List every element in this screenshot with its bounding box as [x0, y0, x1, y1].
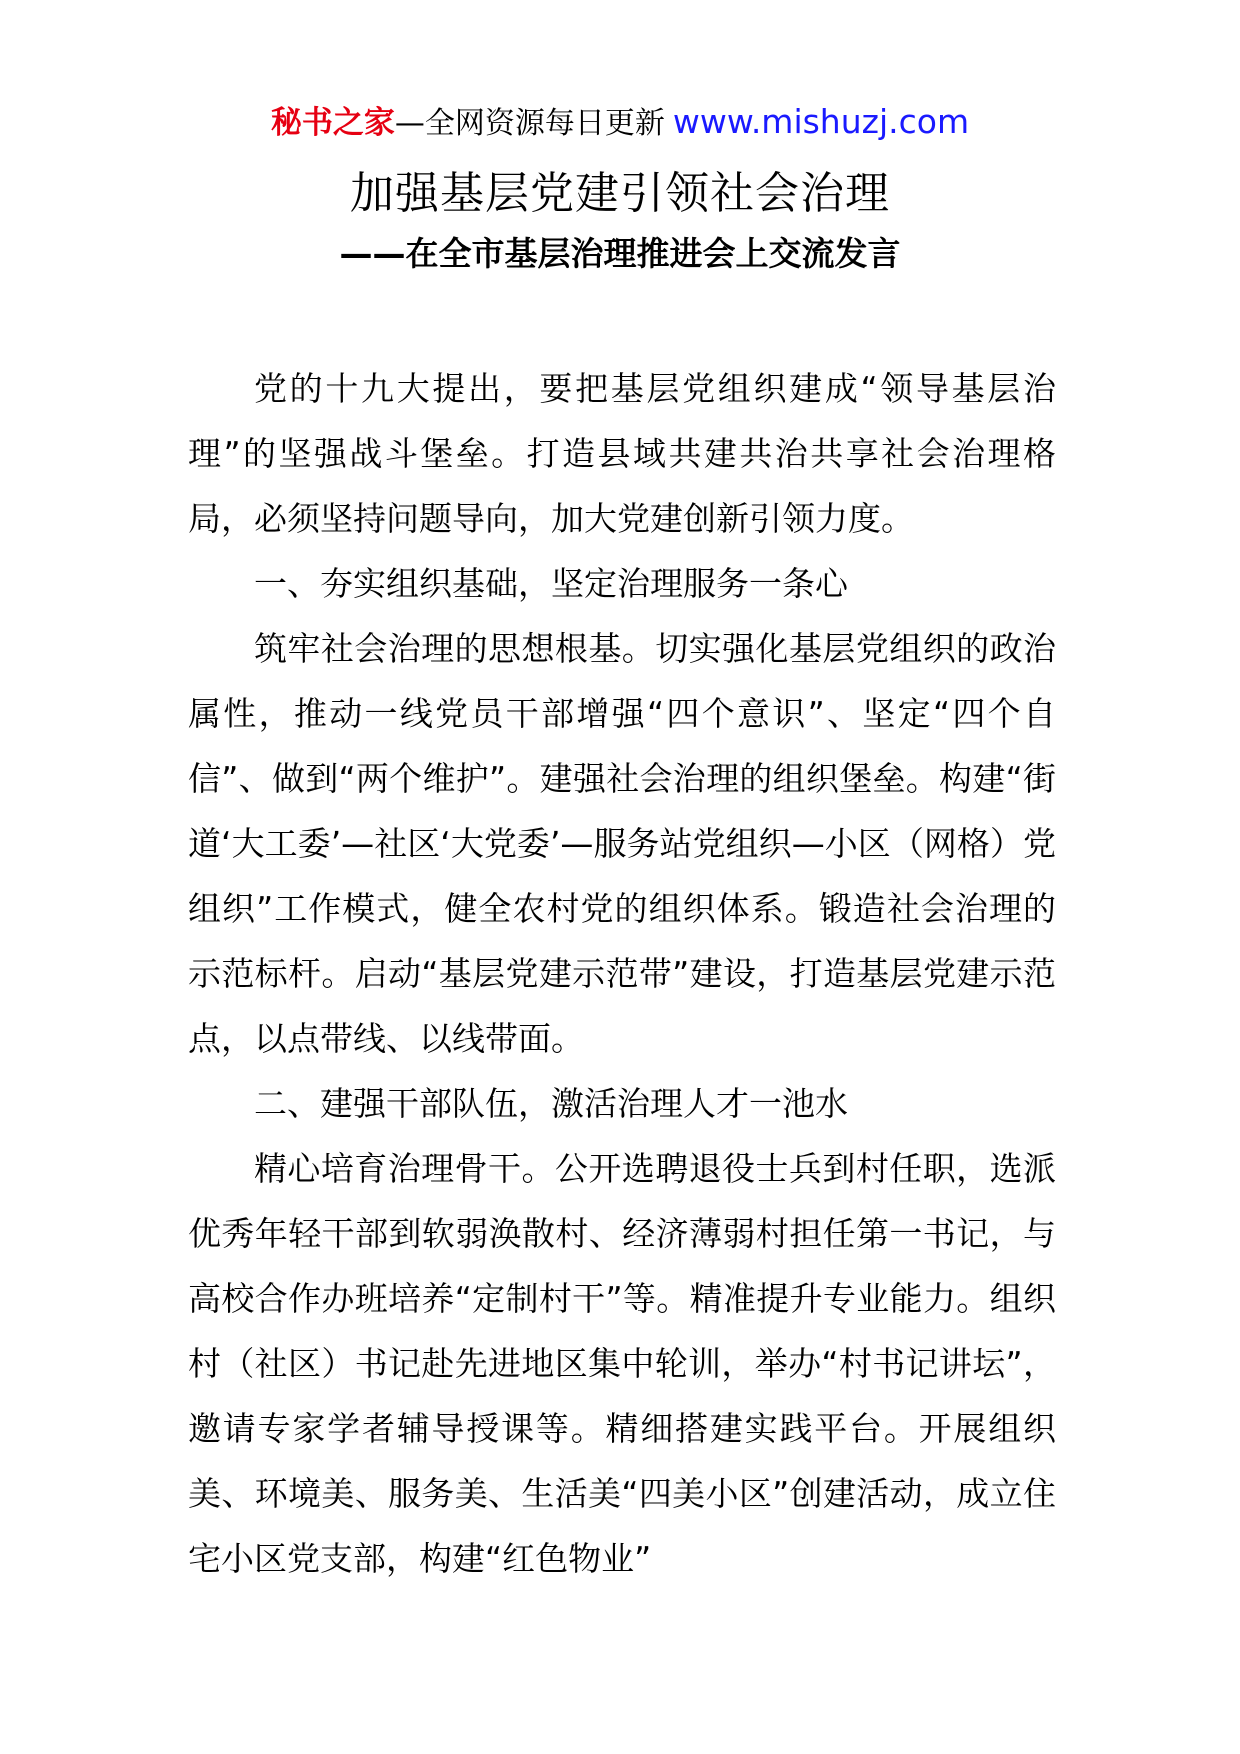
site-url-link[interactable]: www.mishuzj.com — [672, 102, 970, 141]
paragraph-intro: 党的十九大提出，要把基层党组织建成“领导基层治理”的坚强战斗堡垒。打造县域共建共治共享社会治理格局，必须坚持问题导向，加大党建创新引领力度。 — [188, 369, 1056, 538]
document-body — [188, 356, 1056, 1591]
site-header — [0, 98, 1240, 148]
section-heading-2: 二、建强干部队伍，激活治理人才一池水 — [254, 1084, 848, 1123]
paragraph-section-1: 筑牢社会治理的思想根基。切实强化基层党组织的政治属性，推动一线党员干部增强“四个意识”、坚定“四个自信”、做到“两个维护”。建强社会治理的组织堡垒。构建“街道‘大工委’—社区‘大党委’—服务站党组织—小区（网格）党组织”工作模式，健全农村党的组织体系。锻造社会治理的示范标杆。启动“基层党建示范带”建设，打造基层党建示范点，以点带线、以线带面。 — [188, 629, 1056, 1058]
site-brand: 秘书之家 — [270, 105, 395, 141]
document-subtitle: ——在全市基层治理推进会上交流发言 — [339, 234, 901, 273]
section-heading-1: 一、夯实组织基础，坚定治理服务一条心 — [254, 564, 848, 603]
site-tagline: —全网资源每日更新 — [394, 106, 665, 141]
document-title: 加强基层党建引领社会治理 — [350, 168, 890, 219]
paragraph-section-2: 精心培育治理骨干。公开选聘退役士兵到村任职，选派优秀年轻干部到软弱涣散村、经济薄弱村担任第一书记，与高校合作办班培养“定制村干”等。精准提升专业能力。组织村（社区）书记赴先进地区集中轮训，举办“村书记讲坛”，邀请专家学者辅导授课等。精细搭建实践平台。开展组织美、环境美、服务美、生活美“四美小区”创建活动，成立住宅小区党支部，构建“红色物业” — [188, 1149, 1056, 1578]
